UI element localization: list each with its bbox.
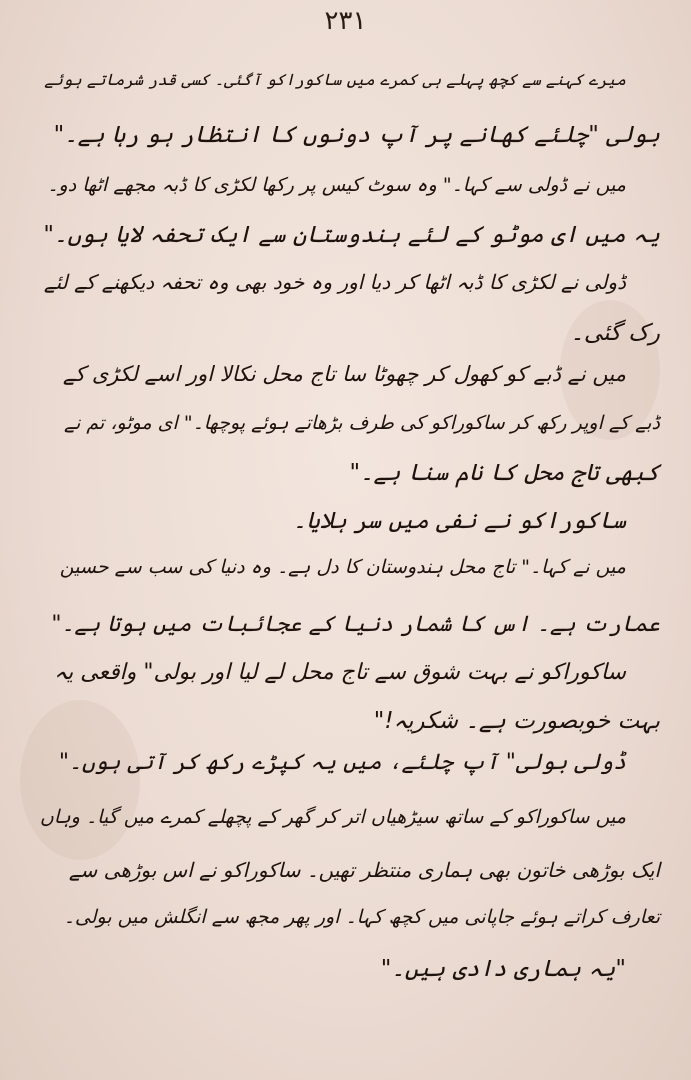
text-line: تعارف کراتے ہوئے جاپانی میں کچھ کہا۔ اور پھر مجھ سے انگلش میں بولی۔ (63, 906, 660, 928)
text-line: رک گئی۔ (570, 320, 660, 346)
page-number: ۲۳۱ (324, 6, 367, 36)
text-line: بولی "چلئے کھانے پر آپ دونوں کا انتظار ہو رہا ہے۔" (53, 122, 660, 148)
text-line: یہ میں ای موٹو کے لئے ہندوستان سے ایک تحفہ لایا ہوں۔" (43, 222, 660, 248)
text-line: بہت خوبصورت ہے۔ شکریہ!" (373, 708, 660, 734)
paper-stain (20, 700, 140, 860)
text-line: "یہ ہماری دادی ہیں۔" (380, 956, 626, 982)
text-line: میں نے کہا۔" تاج محل ہندوستان کا دل ہے۔ وہ دنیا کی سب سے حسین (59, 556, 626, 578)
text-line: ایک بوڑھی خاتون بھی ہماری منتظر تھیں۔ ساکوراکو نے اس بوڑھی سے (68, 858, 660, 882)
text-line: ڈولی نے لکڑی کا ڈبہ اٹھا کر دیا اور وہ خود بھی وہ تحفہ دیکھنے کے لئے (43, 270, 626, 294)
text-line: میں نے ڈولی سے کہا۔" وہ سوٹ کیس پر رکھا لکڑی کا ڈبہ مجھے اٹھا دو۔ (47, 174, 626, 196)
text-line: ساکوراکو نے بہت شوق سے تاج محل لے لیا اور بولی" واقعی یہ (54, 660, 626, 685)
text-line: ڈولی بولی" آپ چلئے، میں یہ کپڑے رکھ کر آتی ہوں۔" (58, 750, 626, 775)
text-line: کبھی تاج محل کا نام سنا ہے۔" (349, 460, 660, 486)
text-line: میرے کہنے سے کچھ پہلے ہی کمرے میں ساکوراکو آگئی۔ کسی قدر شرماتے ہوئے (44, 70, 626, 89)
text-line: ساکوراکو نے نفی میں سر ہلایا۔ (292, 508, 626, 534)
text-line: عمارت ہے۔ اس کا شمار دنیا کے عجائبات میں ہوتا ہے۔" (51, 612, 660, 637)
text-line: ڈبے کے اوپر رکھ کر ساکوراکو کی طرف بڑھاتے ہوئے پوچھا۔" ای موٹو، تم نے (63, 412, 660, 434)
text-line: میں ساکوراکو کے ساتھ سیڑھیاں اتر کر گھر کے پچھلے کمرے میں گیا۔ وہاں (39, 806, 626, 828)
text-line: میں نے ڈبے کو کھول کر چھوٹا سا تاج محل نکالا اور اسے لکڑی کے (62, 362, 626, 386)
